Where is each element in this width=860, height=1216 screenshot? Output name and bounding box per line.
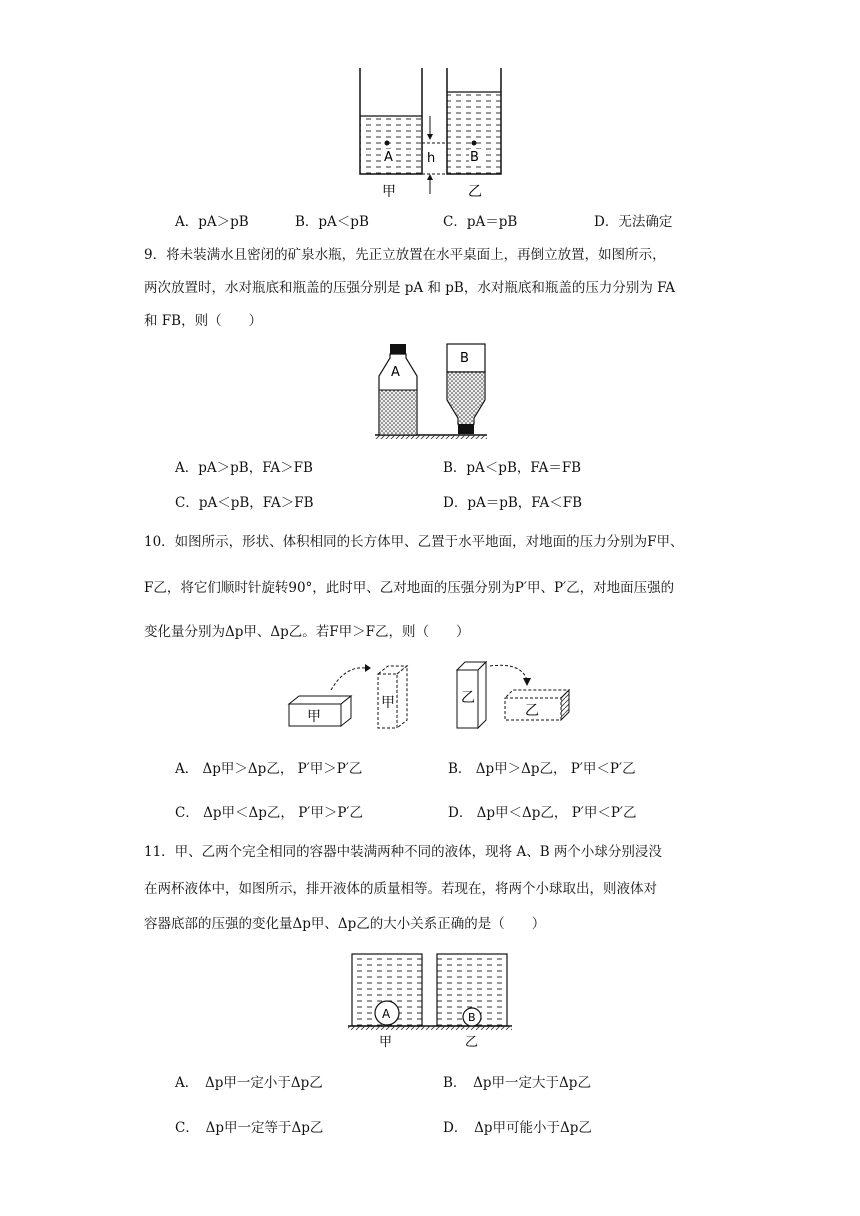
q11-option-b: B． Δp甲一定大于Δp乙 bbox=[443, 1075, 591, 1091]
q9-option-b: B．pA＜pB，FA＝FB bbox=[443, 460, 582, 476]
fig11-label-jia: 甲 bbox=[379, 1035, 393, 1050]
q9-option-a: A．pA＞pB，FA＞FB bbox=[175, 460, 313, 476]
fig11-label-b: B bbox=[468, 1011, 476, 1024]
q8-option-d: D．无法确定 bbox=[594, 214, 673, 230]
q11-stem-line1: 11．甲、乙两个完全相同的容器中装满两种不同的液体，现将 A、B 两个小球分别浸没 bbox=[144, 844, 662, 860]
q10-stem-line1: 10．如图所示，形状、体积相同的长方体甲、乙置于水平地面，对地面的压力分别为F甲、 bbox=[144, 534, 684, 550]
fig8-label-a: A bbox=[384, 150, 393, 165]
figure-q10 bbox=[285, 658, 580, 733]
fig10-jia-2: 甲 bbox=[381, 695, 395, 711]
fig11-label-a: A bbox=[382, 1007, 391, 1021]
q11-option-c: C． Δp甲一定等于Δp乙 bbox=[175, 1120, 324, 1136]
figure-q9 bbox=[375, 340, 491, 440]
figure-q8 bbox=[355, 68, 505, 200]
fig9-label-b: B bbox=[460, 351, 469, 366]
q10-stem-line3: 变化量分别为Δp甲、Δp乙。若F甲＞F乙，则（ ） bbox=[144, 624, 470, 640]
fig10-jia-1: 甲 bbox=[307, 709, 321, 725]
q10-option-c: C． Δp甲＜Δp乙， P′甲＞P′乙 bbox=[175, 805, 363, 821]
q9-stem-line2: 两次放置时，水对瓶底和瓶盖的压强分别是 pA 和 pB，水对瓶底和瓶盖的压力分别为 FA bbox=[144, 280, 676, 296]
q8-option-b: B．pA＜pB bbox=[295, 214, 369, 230]
q10-option-b: B． Δp甲＞Δp乙， P′甲＜P′乙 bbox=[448, 761, 636, 777]
fig10-yi-2: 乙 bbox=[525, 703, 539, 719]
q8-option-c: C．pA＝pB bbox=[443, 214, 518, 230]
fig8-label-b: B bbox=[470, 150, 479, 165]
q9-option-c: C．pA＜pB，FA＞FB bbox=[175, 495, 314, 511]
q11-stem-line2: 在两杯液体中，如图所示，排开液体的质量相等。若现在，将两个小球取出，则液体对 bbox=[144, 881, 657, 897]
fig8-label-h: h bbox=[427, 151, 436, 166]
q10-stem-line2: F乙，将它们顺时针旋转90°，此时甲、乙对地面的压强分别为P′甲、P′乙，对地面压强的 bbox=[144, 580, 675, 596]
q10-option-a: A． Δp甲＞Δp乙， P′甲＞P′乙 bbox=[175, 761, 363, 777]
q9-option-d: D．pA＝pB，FA＜FB bbox=[443, 495, 583, 511]
fig8-label-right: 乙 bbox=[468, 184, 482, 200]
figure-q11 bbox=[346, 950, 514, 1050]
q9-stem-line1: 9．将未装满水且密闭的矿泉水瓶，先正立放置在水平桌面上，再倒立放置，如图所示， bbox=[144, 247, 666, 263]
q9-stem-line3: 和 FB，则（ ） bbox=[144, 313, 263, 329]
fig8-label-left: 甲 bbox=[382, 184, 396, 200]
fig9-label-a: A bbox=[391, 365, 400, 380]
q11-option-a: A． Δp甲一定小于Δp乙 bbox=[175, 1075, 323, 1091]
q10-option-d: D． Δp甲＜Δp乙， P′甲＜P′乙 bbox=[448, 805, 637, 821]
q11-option-d: D． Δp甲可能小于Δp乙 bbox=[443, 1120, 592, 1136]
q8-option-a: A．pA＞pB bbox=[175, 214, 249, 230]
fig11-label-yi: 乙 bbox=[465, 1035, 479, 1050]
q11-stem-line3: 容器底部的压强的变化量Δp甲、Δp乙的大小关系正确的是（ ） bbox=[144, 916, 546, 932]
fig10-yi-1: 乙 bbox=[461, 690, 475, 706]
